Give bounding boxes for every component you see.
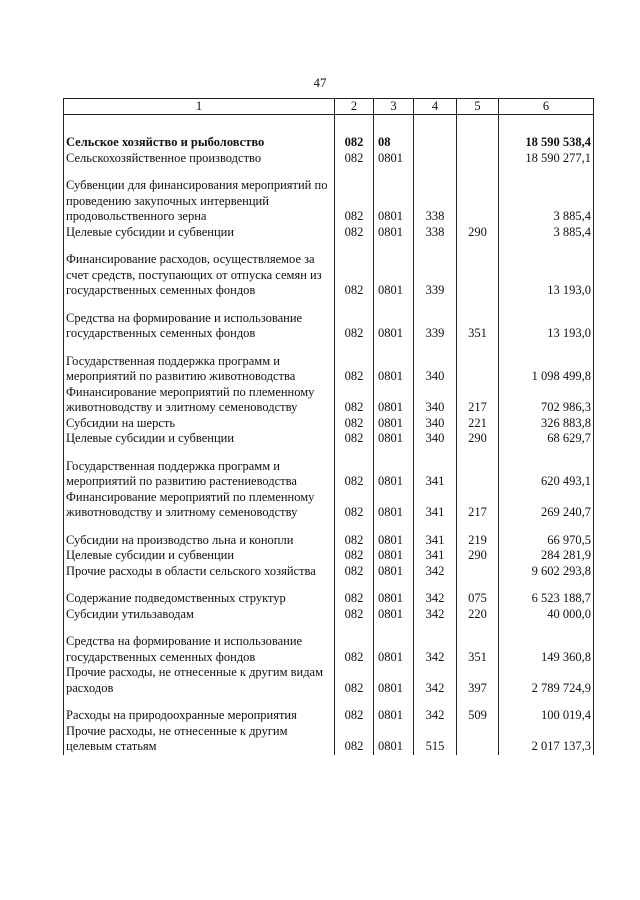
table-row (64, 591, 594, 607)
row-code-3: 08 (374, 135, 414, 151)
row-code-3: 0801 (374, 490, 414, 521)
row-code-5 (457, 178, 499, 225)
table-row (64, 225, 594, 241)
row-label: Субсидии утильзаводам (64, 607, 335, 623)
row-code-5: 217 (457, 490, 499, 521)
row-code-4: 340 (414, 416, 457, 432)
row-code-5 (457, 135, 499, 151)
column-header-5: 5 (457, 99, 499, 115)
row-code-5 (457, 724, 499, 755)
row-code-3: 0801 (374, 385, 414, 416)
row-code-5 (457, 354, 499, 385)
row-code-2: 082 (335, 490, 374, 521)
row-code-5: 221 (457, 416, 499, 432)
table-row (64, 252, 594, 299)
table-spacer (64, 447, 594, 459)
table-body (64, 115, 594, 755)
row-code-2: 082 (335, 385, 374, 416)
row-code-2: 082 (335, 151, 374, 167)
row-label: Прочие расходы в области сельского хозяйства (64, 564, 335, 580)
row-code-2: 082 (335, 431, 374, 447)
row-code-4: 340 (414, 354, 457, 385)
row-code-3: 0801 (374, 564, 414, 580)
row-amount: 18 590 277,1 (499, 151, 594, 167)
row-code-4: 341 (414, 548, 457, 564)
row-code-3: 0801 (374, 724, 414, 755)
table-row (64, 431, 594, 447)
row-code-5: 397 (457, 665, 499, 696)
row-amount: 68 629,7 (499, 431, 594, 447)
row-code-3: 0801 (374, 311, 414, 342)
table-row (64, 178, 594, 225)
row-code-5: 075 (457, 591, 499, 607)
table-spacer (64, 115, 594, 136)
row-code-4: 342 (414, 607, 457, 623)
table-row (64, 665, 594, 696)
table-row (64, 490, 594, 521)
table-row (64, 708, 594, 724)
row-amount: 284 281,9 (499, 548, 594, 564)
table-row (64, 459, 594, 490)
row-amount: 2 789 724,9 (499, 665, 594, 696)
row-code-4: 342 (414, 564, 457, 580)
header-row (64, 99, 594, 115)
row-label: Субсидии на производство льна и конопли (64, 533, 335, 549)
table-row (64, 548, 594, 564)
row-code-4: 338 (414, 225, 457, 241)
row-code-3: 0801 (374, 708, 414, 724)
column-header-1: 1 (64, 99, 335, 115)
row-label: Сельскохозяйственное производство (64, 151, 335, 167)
row-code-3: 0801 (374, 665, 414, 696)
row-label: Субвенции для финансирования мероприятий по проведению закупочных интервенций продовольственного зерна (64, 178, 335, 225)
row-code-3: 0801 (374, 252, 414, 299)
table-row (64, 151, 594, 167)
budget-table (63, 98, 594, 755)
row-code-2: 082 (335, 724, 374, 755)
row-label: Сельское хозяйство и рыболовство (64, 135, 335, 151)
table-spacer (64, 622, 594, 634)
row-label: Прочие расходы, не отнесенные к другим целевым статьям (64, 724, 335, 755)
row-code-2: 082 (335, 607, 374, 623)
row-code-3: 0801 (374, 178, 414, 225)
row-code-4: 339 (414, 311, 457, 342)
row-code-5: 290 (457, 548, 499, 564)
row-code-5 (457, 252, 499, 299)
row-code-2: 082 (335, 591, 374, 607)
row-amount: 100 019,4 (499, 708, 594, 724)
row-code-5: 351 (457, 634, 499, 665)
row-code-4: 338 (414, 178, 457, 225)
row-code-3: 0801 (374, 634, 414, 665)
row-amount: 9 602 293,8 (499, 564, 594, 580)
row-code-3: 0801 (374, 591, 414, 607)
row-code-3: 0801 (374, 225, 414, 241)
table-row (64, 311, 594, 342)
row-label: Средства на формирование и использование государственных семенных фондов (64, 634, 335, 665)
row-code-5: 509 (457, 708, 499, 724)
row-amount: 620 493,1 (499, 459, 594, 490)
row-amount: 149 360,8 (499, 634, 594, 665)
row-code-2: 082 (335, 311, 374, 342)
row-code-5: 290 (457, 225, 499, 241)
table-spacer (64, 166, 594, 178)
row-code-3: 0801 (374, 151, 414, 167)
row-amount: 13 193,0 (499, 311, 594, 342)
table-row (64, 354, 594, 385)
row-code-2: 082 (335, 533, 374, 549)
row-amount: 702 986,3 (499, 385, 594, 416)
row-label: Расходы на природоохранные мероприятия (64, 708, 335, 724)
row-code-2: 082 (335, 548, 374, 564)
row-code-4: 341 (414, 490, 457, 521)
row-code-2: 082 (335, 225, 374, 241)
row-code-5 (457, 459, 499, 490)
row-code-2: 082 (335, 354, 374, 385)
row-amount: 269 240,7 (499, 490, 594, 521)
row-label: Государственная поддержка программ и мероприятий по развитию растениеводства (64, 459, 335, 490)
table-spacer (64, 240, 594, 252)
row-code-4 (414, 151, 457, 167)
row-code-5: 290 (457, 431, 499, 447)
row-label: Государственная поддержка программ и мероприятий по развитию животноводства (64, 354, 335, 385)
row-amount: 2 017 137,3 (499, 724, 594, 755)
row-label: Содержание подведомственных структур (64, 591, 335, 607)
row-amount: 66 970,5 (499, 533, 594, 549)
row-amount: 13 193,0 (499, 252, 594, 299)
row-code-2: 082 (335, 459, 374, 490)
row-code-5 (457, 564, 499, 580)
row-amount: 6 523 188,7 (499, 591, 594, 607)
row-label: Целевые субсидии и субвенции (64, 548, 335, 564)
row-code-3: 0801 (374, 431, 414, 447)
row-code-5 (457, 151, 499, 167)
row-code-3: 0801 (374, 548, 414, 564)
row-code-4: 340 (414, 385, 457, 416)
row-code-2: 082 (335, 135, 374, 151)
row-label: Финансирование мероприятий по племенному животноводству и элитному семеноводству (64, 490, 335, 521)
row-code-5: 217 (457, 385, 499, 416)
row-code-2: 082 (335, 564, 374, 580)
row-code-2: 082 (335, 665, 374, 696)
row-code-3: 0801 (374, 354, 414, 385)
row-code-4: 342 (414, 708, 457, 724)
page-number: 47 (313, 75, 327, 90)
table-spacer (64, 299, 594, 311)
column-header-6: 6 (499, 99, 594, 115)
row-amount: 1 098 499,8 (499, 354, 594, 385)
row-label: Финансирование мероприятий по племенному животноводству и элитному семеноводству (64, 385, 335, 416)
row-code-4: 341 (414, 533, 457, 549)
table-spacer (64, 696, 594, 708)
row-code-3: 0801 (374, 416, 414, 432)
row-label: Финансирование расходов, осуществляемое за счет средств, поступающих от отпуска семян из государственных семенных фондов (64, 252, 335, 299)
row-code-4: 339 (414, 252, 457, 299)
table-row (64, 385, 594, 416)
row-code-5: 351 (457, 311, 499, 342)
row-label: Целевые субсидии и субвенции (64, 431, 335, 447)
table-row (64, 564, 594, 580)
row-label: Средства на формирование и использование государственных семенных фондов (64, 311, 335, 342)
row-code-4: 515 (414, 724, 457, 755)
table-row (64, 416, 594, 432)
table-row (64, 533, 594, 549)
table-row (64, 135, 594, 151)
row-amount: 18 590 538,4 (499, 135, 594, 151)
row-code-4: 342 (414, 665, 457, 696)
row-code-2: 082 (335, 178, 374, 225)
column-header-2: 2 (335, 99, 374, 115)
row-amount: 326 883,8 (499, 416, 594, 432)
table-row (64, 634, 594, 665)
row-code-2: 082 (335, 708, 374, 724)
row-code-5: 219 (457, 533, 499, 549)
row-label: Прочие расходы, не отнесенные к другим видам расходов (64, 665, 335, 696)
row-code-3: 0801 (374, 459, 414, 490)
row-amount: 3 885,4 (499, 225, 594, 241)
row-code-5: 220 (457, 607, 499, 623)
column-header-3: 3 (374, 99, 414, 115)
row-code-2: 082 (335, 252, 374, 299)
row-code-4: 342 (414, 634, 457, 665)
row-code-3: 0801 (374, 607, 414, 623)
table-row (64, 607, 594, 623)
table-spacer (64, 342, 594, 354)
row-amount: 3 885,4 (499, 178, 594, 225)
row-code-2: 082 (335, 416, 374, 432)
table-spacer (64, 521, 594, 533)
row-code-4: 341 (414, 459, 457, 490)
row-code-3: 0801 (374, 533, 414, 549)
row-amount: 40 000,0 (499, 607, 594, 623)
table-row (64, 724, 594, 755)
row-code-4 (414, 135, 457, 151)
table-spacer (64, 579, 594, 591)
row-code-2: 082 (335, 634, 374, 665)
column-header-4: 4 (414, 99, 457, 115)
row-code-4: 342 (414, 591, 457, 607)
row-label: Субсидии на шерсть (64, 416, 335, 432)
row-code-4: 340 (414, 431, 457, 447)
row-label: Целевые субсидии и субвенции (64, 225, 335, 241)
